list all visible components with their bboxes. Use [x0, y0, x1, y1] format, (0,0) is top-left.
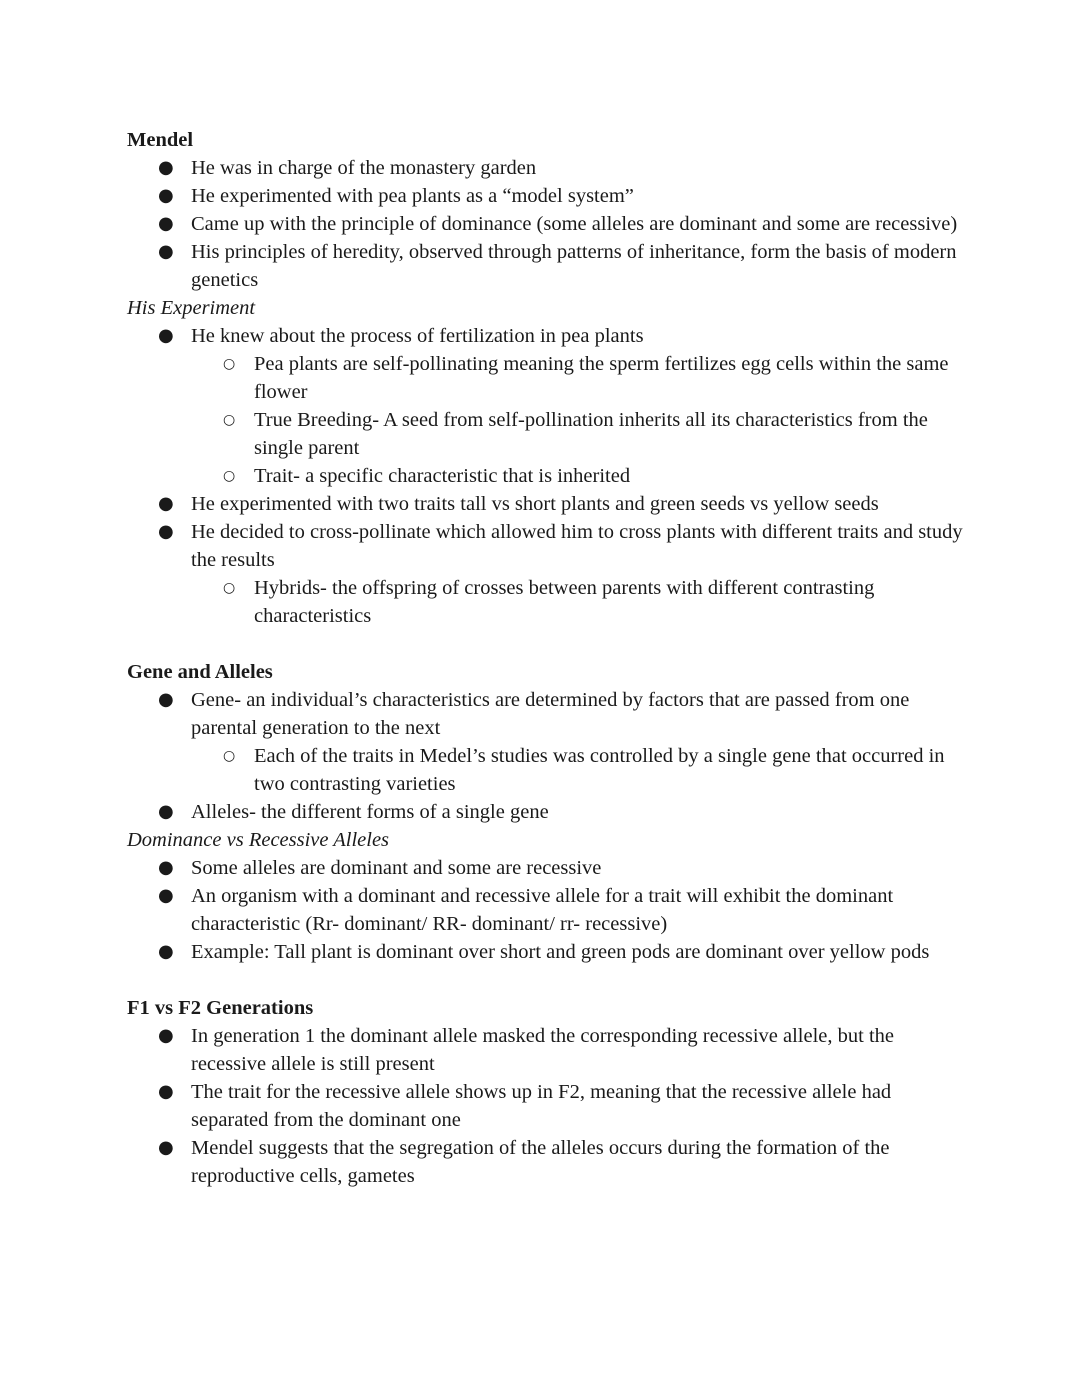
- bullet-icon: ●: [158, 857, 174, 878]
- bullet-icon: ●: [158, 1081, 174, 1102]
- sub-list-item: ○ True Breeding- A seed from self-pollination inherits all its characteristics from the single parent: [127, 406, 967, 462]
- bullet-icon: ●: [158, 941, 174, 962]
- sub-bullet-list: [191, 350, 967, 490]
- hollow-bullet-icon: ○: [223, 580, 236, 596]
- bullet-icon: ●: [158, 325, 174, 346]
- list-item: ● Mendel suggests that the segregation of the alleles occurs during the formation of the reproductive cells, gametes: [127, 1134, 967, 1190]
- list-item: ● In generation 1 the dominant allele masked the corresponding recessive allele, but the recessive allele is still present: [127, 1022, 967, 1078]
- list-item: ● He knew about the process of fertilization in pea plants ○ Pea plants are self-pollinating meaning the sperm fertilizes egg cells within the same flower ○ True Breeding- A seed from self-pollination inherits all its characteristics from the single parent ○ Trait- a specific characteristic that is inherited: [127, 322, 967, 490]
- list-item: ● An organism with a dominant and recessive allele for a trait will exhibit the dominant characteristic (Rr- dominant/ RR- dominant/ rr- recessive): [127, 882, 967, 938]
- bullet-icon: ●: [158, 1025, 174, 1046]
- document-page: [127, 126, 967, 1190]
- bullet-list-f1-vs-f2: [127, 1022, 967, 1190]
- bullet-icon: ●: [158, 185, 174, 206]
- section-heading-dominance-vs-recessive: Dominance vs Recessive Alleles: [127, 829, 390, 851]
- spacer: [127, 630, 967, 658]
- bullet-icon: ●: [158, 689, 174, 710]
- list-item: ● Came up with the principle of dominance (some alleles are dominant and some are recessive): [127, 210, 967, 238]
- list-item: ● Example: Tall plant is dominant over short and green pods are dominant over yellow pods: [127, 938, 967, 966]
- bullet-icon: ●: [158, 157, 174, 178]
- bullet-list-mendel: [127, 154, 967, 294]
- bullet-icon: ●: [158, 241, 174, 262]
- hollow-bullet-icon: ○: [223, 356, 236, 372]
- bullet-icon: ●: [158, 885, 174, 906]
- list-item: ● The trait for the recessive allele shows up in F2, meaning that the recessive allele had separated from the dominant one: [127, 1078, 967, 1134]
- sub-list-item: ○ Trait- a specific characteristic that is inherited: [127, 462, 967, 490]
- list-item: ● He experimented with pea plants as a “model system”: [127, 182, 967, 210]
- bullet-icon: ●: [158, 1137, 174, 1158]
- bullet-list-his-experiment: [127, 322, 967, 630]
- sub-list-item: ○ Each of the traits in Medel’s studies was controlled by a single gene that occurred in two contrasting varieties: [127, 742, 967, 798]
- list-item: ● Alleles- the different forms of a single gene: [127, 798, 967, 826]
- section-heading-his-experiment: His Experiment: [127, 297, 256, 319]
- hollow-bullet-icon: ○: [223, 748, 236, 764]
- section-heading-mendel: Mendel: [127, 129, 194, 151]
- bullet-icon: ●: [158, 521, 174, 542]
- bullet-icon: ●: [158, 801, 174, 822]
- spacer: [127, 966, 967, 994]
- hollow-bullet-icon: ○: [223, 468, 236, 484]
- bullet-list-gene-and-alleles: [127, 686, 967, 826]
- bullet-icon: ●: [158, 493, 174, 514]
- list-item: ● He was in charge of the monastery garden: [127, 154, 967, 182]
- section-heading-f1-vs-f2: F1 vs F2 Generations: [127, 997, 314, 1019]
- list-item: ● He decided to cross-pollinate which allowed him to cross plants with different traits and study the results ○ Hybrids- the offspring of crosses between parents with different contrasting characteristics: [127, 518, 967, 630]
- list-item: ● Some alleles are dominant and some are recessive: [127, 854, 967, 882]
- list-item: ● His principles of heredity, observed through patterns of inheritance, form the basis of modern genetics: [127, 238, 967, 294]
- list-item: ● Gene- an individual’s characteristics are determined by factors that are passed from one parental generation to the next ○ Each of the traits in Medel’s studies was controlled by a single gene that occurred in two contrasting varieties: [127, 686, 967, 798]
- sub-bullet-list: [191, 742, 967, 798]
- sub-list-item: ○ Pea plants are self-pollinating meaning the sperm fertilizes egg cells within the same flower: [127, 350, 967, 406]
- sub-bullet-list: [191, 574, 967, 630]
- list-item: ● He experimented with two traits tall vs short plants and green seeds vs yellow seeds: [127, 490, 967, 518]
- sub-list-item: ○ Hybrids- the offspring of crosses between parents with different contrasting characteristics: [127, 574, 967, 630]
- bullet-icon: ●: [158, 213, 174, 234]
- hollow-bullet-icon: ○: [223, 412, 236, 428]
- section-heading-gene-and-alleles: Gene and Alleles: [127, 661, 273, 683]
- bullet-list-dominance: [127, 854, 967, 966]
